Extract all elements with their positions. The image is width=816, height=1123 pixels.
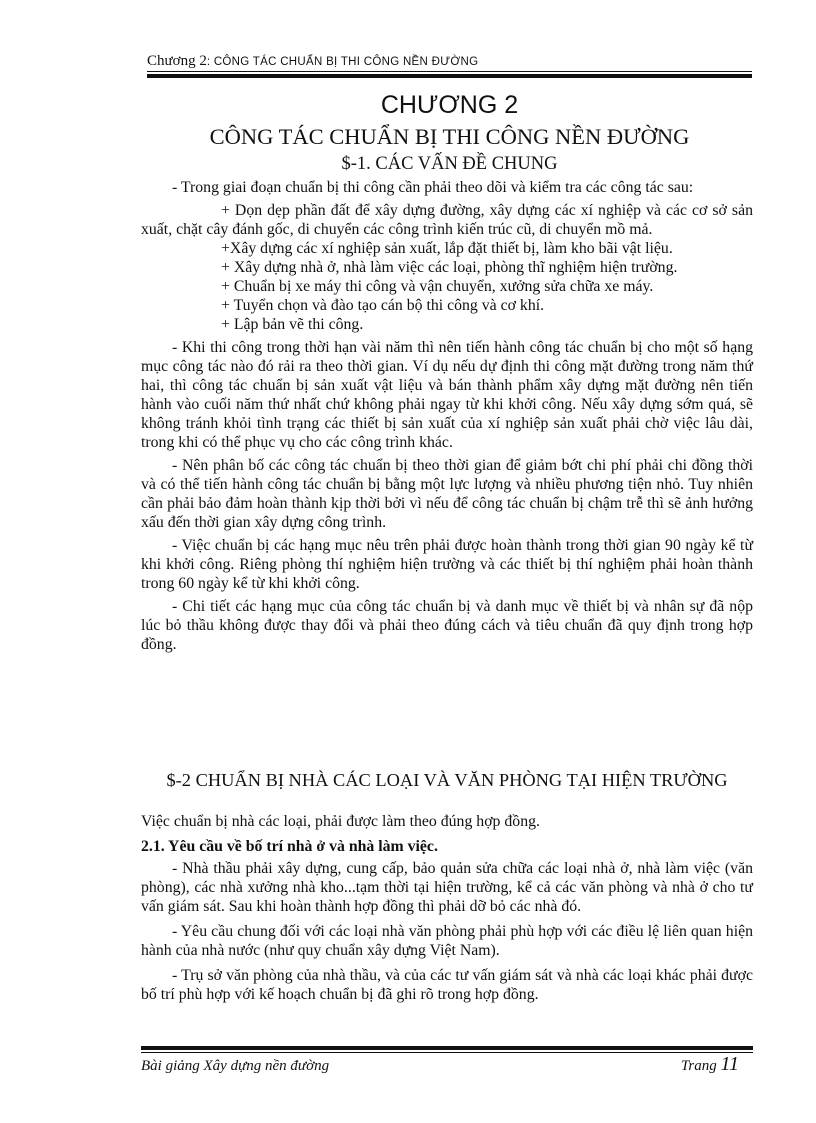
- page-number: 11: [720, 1053, 739, 1075]
- footer-rule-thick: [141, 1046, 753, 1050]
- header-chapter-topic: : CÔNG TÁC CHUẨN BỊ THI CÔNG NỀN ĐƯỜNG: [206, 56, 479, 68]
- header-rule-thin: [147, 71, 752, 72]
- paragraph: - Yêu cầu chung đối với các loại nhà văn phòng phải phù hợp với các điều lệ liên quan hiện hành của nhà nước (như quy chuẩn xây dựng Việt Nam).: [141, 923, 753, 959]
- paragraph: Việc chuẩn bị nhà các loại, phải được làm theo đúng hợp đồng.: [141, 813, 540, 830]
- list-item: + Lập bản vẽ thi công.: [221, 316, 364, 333]
- section-2-title: $-2 CHUẨN BỊ NHÀ CÁC LOẠI VÀ VĂN PHÒNG TẠI HIỆN TRƯỜNG: [166, 770, 728, 790]
- subsection-heading: 2.1. Yêu cầu về bố trí nhà ở và nhà làm việc.: [141, 838, 438, 855]
- section-1-title: $-1. CÁC VẤN ĐỀ CHUNG: [341, 154, 558, 174]
- running-header: [147, 52, 752, 71]
- header-rule-thick: [147, 74, 752, 78]
- paragraph: - Việc chuẩn bị các hạng mục nêu trên phải được hoàn thành trong thời gian 90 ngày kể từ khi khởi công. Riêng phòng thí nghiệm hiện trường và các thiết bị thí nghiệm phải hoàn thành trong 60 ngày kể từ khi khởi công.: [141, 537, 753, 592]
- footer-course-title: Bài giảng Xây dựng nền đường: [141, 1058, 330, 1074]
- paragraph: - Trong giai đoạn chuẩn bị thi công cần phải theo dõi và kiểm tra các công tác sau:: [172, 179, 694, 196]
- chapter-number: CHƯƠNG 2: [380, 91, 519, 119]
- list-item: + Chuẩn bị xe máy thi công và vận chuyển, xưởng sửa chữa xe máy.: [221, 278, 654, 295]
- header-chapter-label: Chương 2: [147, 53, 207, 69]
- footer-rule-thin: [141, 1052, 753, 1053]
- list-item: + Dọn dẹp phần đất để xây dựng đường, xây dựng các xí nghiệp và các cơ sở sản xuất, chặt cây đánh gốc, di chuyển các công trình kiến trúc cũ, di chuyển mồ mả.: [141, 202, 753, 238]
- paragraph: - Chi tiết các hạng mục của công tác chuẩn bị và danh mục về thiết bị và nhân sự đã nộp lúc bỏ thầu không được thay đổi và phải theo đúng cách và tiêu chuẩn đã quy định trong hợp đồng.: [141, 598, 753, 653]
- list-item: + Tuyển chọn và đào tạo cán bộ thi công và cơ khí.: [221, 297, 545, 314]
- footer-page: [681, 1053, 739, 1077]
- chapter-title: CÔNG TÁC CHUẨN BỊ THI CÔNG NỀN ĐƯỜNG: [209, 124, 690, 149]
- section-2-body: [141, 812, 753, 1010]
- paragraph: - Nhà thầu phải xây dựng, cung cấp, bảo quản sửa chữa các loại nhà ở, nhà làm việc (văn phòng), các nhà xưởng nhà kho...tạm thời tại hiện trường, kể cả các văn phòng và nhà ở cho tư vấn giám sát. Sau khi hoàn thành hợp đồng thì phải dỡ bỏ các nhà đó.: [141, 860, 753, 915]
- paragraph: - Nên phân bố các công tác chuẩn bị theo thời gian để giảm bớt chi phí phải chi đồng thời và có thể tiến hành công tác chuẩn bị bằng một lực lượng và nhiều phương tiện nhỏ. Tuy nhiên cần phải bảo đảm hoàn thành kịp thời bởi vì nếu để công tác chuẩn bị chậm trễ thì sẽ ảnh hưởng xấu đến thời gian xây dựng công trình.: [141, 457, 753, 531]
- paragraph: - Trụ sở văn phòng của nhà thầu, và của các tư vấn giám sát và nhà các loại khác phải được bố trí phù hợp với kế hoạch chuẩn bị đã ghi rõ trong hợp đồng.: [141, 967, 753, 1003]
- list-item: +Xây dựng các xí nghiệp sản xuất, lắp đặt thiết bị, làm kho bãi vật liệu.: [221, 240, 673, 257]
- paragraph: - Khi thi công trong thời hạn vài năm thì nên tiến hành công tác chuẩn bị cho một số hạng mục công tác nào đó rải ra theo thời gian. Ví dụ nếu dự định thi công mặt đường trong năm thứ hai, thì công tác chuẩn bị sản xuất vật liệu và bán thành phẩm xây dựng mặt đường nên tiến hành vào cuối năm thứ nhất chứ không phải ngay từ khi khởi công. Nếu xây dựng sớm quá, sẽ không tránh khỏi tình trạng các thiết bị sản xuất của xí nghiệp sản xuất phải chờ việc lâu dài, trong khi có thể phục vụ cho các công trình khác.: [141, 339, 753, 451]
- list-item: + Xây dựng nhà ở, nhà làm việc các loại, phòng thĩ nghiệm hiện trường.: [221, 259, 678, 276]
- section-1-body: [141, 178, 753, 654]
- page-label: Trang: [680, 1058, 721, 1074]
